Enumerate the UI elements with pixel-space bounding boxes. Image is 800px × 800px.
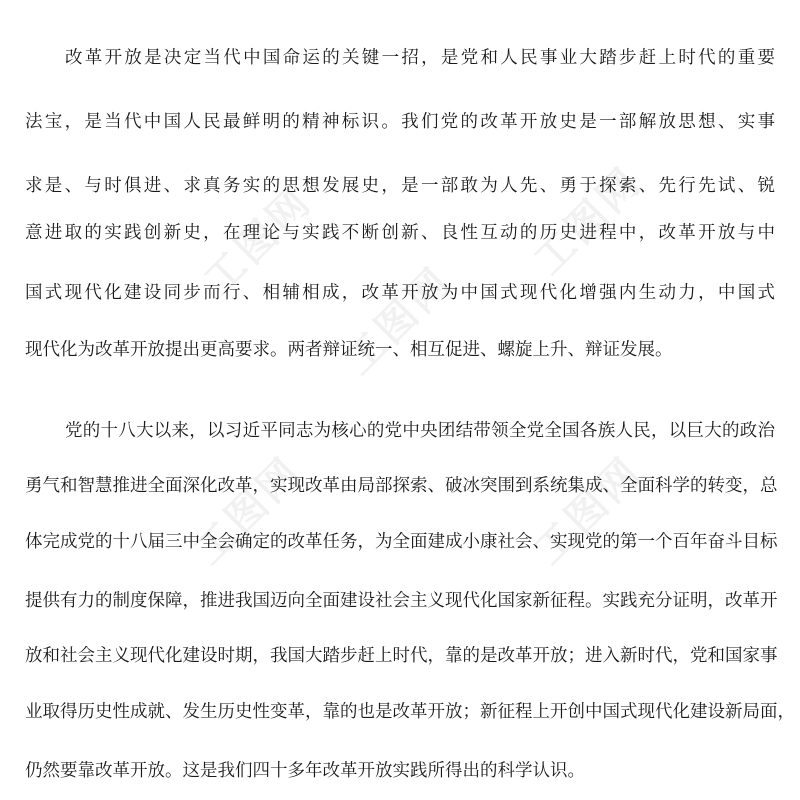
text-line: 意进取的实践创新史，在理论与实践不断创新、良性互动的历史进程中，改革开放与中	[25, 223, 775, 243]
text-line: 勇气和智慧推进全面深化改革，实现改革由局部探索、破冰突围到系统集成、全面科学的转变，总	[25, 476, 778, 496]
text-line: 体完成党的十八届三中全会确定的改革任务，为全面建成小康社会、实现党的第一个百年奋斗目标	[25, 532, 778, 552]
text-line: 业取得历史性成就、发生历史性变革，靠的也是改革开放；新征程上开创中国式现代化建设新局面，	[25, 702, 795, 722]
text-line: 提供有力的制度保障，推进我国迈向全面建设社会主义现代化国家新征程。实践充分证明，改革开	[25, 591, 778, 611]
watermark: 工图网	[525, 158, 652, 284]
watermark: 工图网	[335, 258, 462, 384]
watermark: 工图网	[525, 448, 652, 574]
watermark: 工图网	[195, 178, 322, 304]
text-line: 改革开放是决定当代中国命运的关键一招，是党和人民事业大踏步赶上时代的重要	[65, 48, 775, 68]
text-line: 党的十八大以来，以习近平同志为核心的党中央团结带领全党全国各族人民，以巨大的政治	[65, 421, 775, 441]
text-line: 国式现代化建设同步而行、相辅相成，改革开放为中国式现代化增强内生动力，中国式	[25, 283, 775, 303]
text-line: 仍然要靠改革开放。这是我们四十多年改革开放实践所得出的科学认识。	[25, 761, 585, 781]
text-line: 求是、与时俱进、求真务实的思想发展史，是一部敢为人先、勇于探索、先行先试、锐	[25, 176, 775, 196]
text-line: 放和社会主义现代化建设时期，我国大踏步赶上时代，靠的是改革开放；进入新时代，党和国家事	[25, 646, 778, 666]
text-line: 法宝，是当代中国人民最鲜明的精神标识。我们党的改革开放史是一部解放思想、实事	[25, 112, 775, 132]
text-line: 现代化为改革开放提出更高要求。两者辩证统一、相互促进、螺旋上升、辩证发展。	[25, 340, 673, 360]
watermark: 工图网	[185, 448, 312, 574]
